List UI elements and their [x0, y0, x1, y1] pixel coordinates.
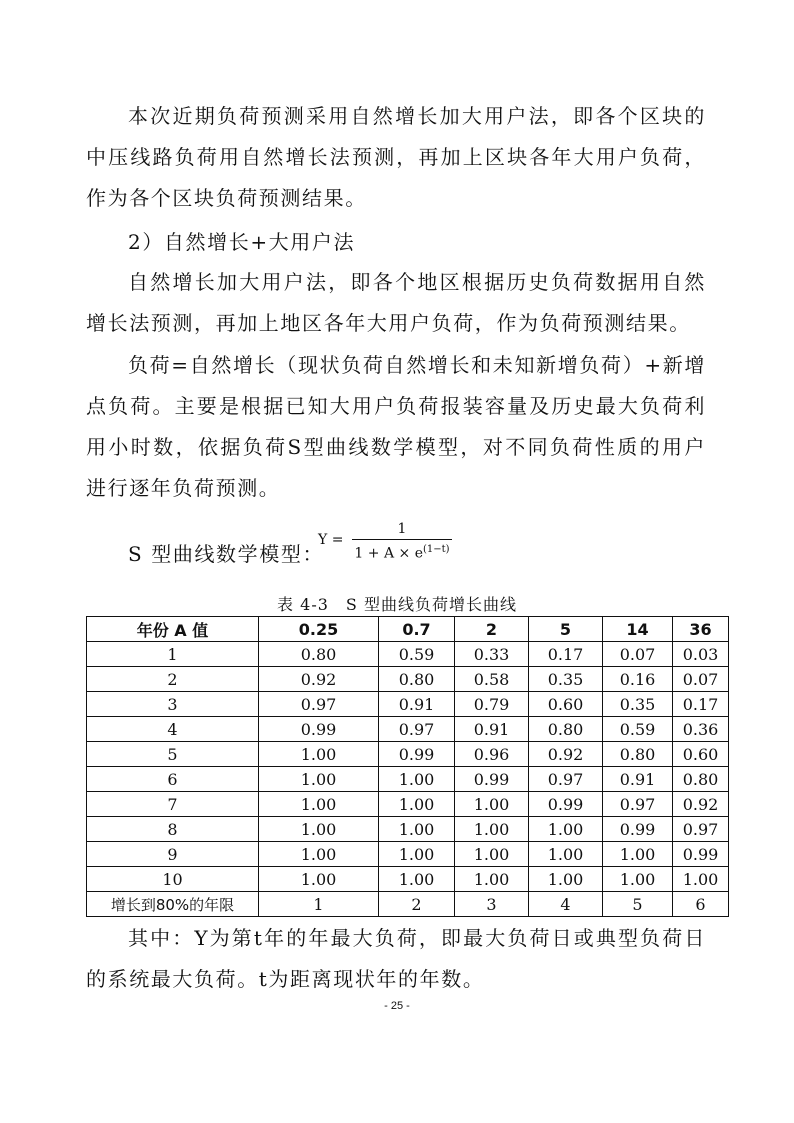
value-cell: 1.00 — [259, 842, 379, 867]
paragraph-near-term-method: 本次近期负荷预测采用自然增长加大用户法，即各个区块的中压线路负荷用自然增长法预测，再加上区块各年大用户负荷，作为各个区块负荷预测结果。 — [86, 104, 706, 210]
value-cell: 1.00 — [603, 867, 673, 892]
table-row — [87, 767, 729, 792]
value-cell: 0.17 — [529, 642, 603, 667]
s-curve-table — [86, 616, 729, 917]
value-cell: 0.60 — [529, 692, 603, 717]
value-cell: 0.59 — [603, 717, 673, 742]
value-cell: 0.36 — [673, 717, 729, 742]
row-label-cell: 5 — [87, 742, 259, 767]
value-cell: 1.00 — [259, 742, 379, 767]
value-cell: 0.91 — [379, 692, 455, 717]
table-row — [87, 792, 729, 817]
table-row — [87, 742, 729, 767]
value-cell: 1.00 — [259, 767, 379, 792]
value-cell: 0.96 — [455, 742, 529, 767]
value-cell: 0.99 — [529, 792, 603, 817]
value-cell: 5 — [603, 892, 673, 917]
row-label-cell: 4 — [87, 717, 259, 742]
row-label-cell: 3 — [87, 692, 259, 717]
header-a-value: 36 — [673, 617, 729, 642]
fraction-bar — [352, 539, 452, 540]
paragraph-natural-growth-description: 自然增长加大用户法，即各个地区根据历史负荷数据用自然增长法预测，再加上地区各年大用户负荷，作为负荷预测结果。 — [86, 270, 706, 335]
value-cell: 0.99 — [259, 717, 379, 742]
value-cell: 1.00 — [529, 867, 603, 892]
table-row — [87, 817, 729, 842]
value-cell: 3 — [455, 892, 529, 917]
value-cell: 0.97 — [673, 817, 729, 842]
table-row — [87, 692, 729, 717]
value-cell: 1.00 — [455, 817, 529, 842]
value-cell: 1.00 — [529, 817, 603, 842]
table-row — [87, 867, 729, 892]
value-cell: 0.17 — [673, 692, 729, 717]
row-label-cell: 8 — [87, 817, 259, 842]
formula-exponent: (1−t) — [423, 544, 450, 555]
value-cell: 0.16 — [603, 667, 673, 692]
value-cell: 1.00 — [379, 817, 455, 842]
row-label-cell: 1 — [87, 642, 259, 667]
formula-numerator: 1 — [397, 521, 407, 537]
value-cell: 0.91 — [603, 767, 673, 792]
header-a-value: 14 — [603, 617, 673, 642]
value-cell: 1.00 — [379, 842, 455, 867]
page-number: - 25 - — [384, 1000, 410, 1012]
table-row — [87, 842, 729, 867]
value-cell: 0.80 — [529, 717, 603, 742]
value-cell: 0.35 — [603, 692, 673, 717]
value-cell: 2 — [379, 892, 455, 917]
value-cell: 0.99 — [673, 842, 729, 867]
value-cell: 0.33 — [455, 642, 529, 667]
header-year-a-value: 年份 A 值 — [87, 617, 259, 642]
row-label-cell: 9 — [87, 842, 259, 867]
value-cell: 1.00 — [259, 817, 379, 842]
value-cell: 4 — [529, 892, 603, 917]
value-cell: 1.00 — [259, 867, 379, 892]
table-row — [87, 892, 729, 917]
value-cell: 6 — [673, 892, 729, 917]
value-cell: 1.00 — [379, 792, 455, 817]
value-cell: 1.00 — [455, 867, 529, 892]
value-cell: 1.00 — [455, 792, 529, 817]
value-cell: 0.59 — [379, 642, 455, 667]
value-cell: 0.99 — [379, 742, 455, 767]
row-label-cell: 10 — [87, 867, 259, 892]
value-cell: 0.80 — [259, 642, 379, 667]
value-cell: 1.00 — [673, 867, 729, 892]
formula-lhs: Y = — [318, 532, 344, 548]
value-cell: 0.60 — [673, 742, 729, 767]
value-cell: 0.97 — [529, 767, 603, 792]
value-cell: 1.00 — [455, 842, 529, 867]
value-cell: 0.92 — [673, 792, 729, 817]
table-row — [87, 717, 729, 742]
value-cell: 0.79 — [455, 692, 529, 717]
value-cell: 0.58 — [455, 667, 529, 692]
row-label-cell: 7 — [87, 792, 259, 817]
header-a-value: 5 — [529, 617, 603, 642]
section-heading-natural-growth: 2）自然增长+大用户法 — [128, 230, 356, 254]
value-cell: 0.07 — [673, 667, 729, 692]
value-cell: 0.35 — [529, 667, 603, 692]
table-row — [87, 642, 729, 667]
value-cell: 1.00 — [529, 842, 603, 867]
header-a-value: 0.25 — [259, 617, 379, 642]
value-cell: 0.99 — [603, 817, 673, 842]
value-cell: 0.91 — [455, 717, 529, 742]
formula-label: S 型曲线数学模型： — [128, 542, 325, 566]
value-cell: 0.99 — [455, 767, 529, 792]
row-label-cell: 2 — [87, 667, 259, 692]
value-cell: 0.97 — [259, 692, 379, 717]
value-cell: 0.92 — [259, 667, 379, 692]
formula-fraction — [352, 520, 452, 563]
value-cell: 1.00 — [259, 792, 379, 817]
value-cell: 1.00 — [379, 767, 455, 792]
header-a-value: 0.7 — [379, 617, 455, 642]
row-label-cell: 增长到80%的年限 — [87, 892, 259, 917]
table-row — [87, 667, 729, 692]
value-cell: 0.80 — [603, 742, 673, 767]
table-caption: 表 4-3 S 型曲线负荷增长曲线 — [277, 595, 517, 614]
value-cell: 1.00 — [603, 842, 673, 867]
value-cell: 0.97 — [379, 717, 455, 742]
value-cell: 1.00 — [379, 867, 455, 892]
table-header-row — [87, 617, 729, 642]
formula-denominator: $1 + A \times e^{(1-t)}$ — [354, 544, 450, 562]
paragraph-load-composition: 负荷=自然增长（现状负荷自然增长和未知新增负荷）+新增点负荷。主要是根据已知大用户负荷报装容量及历史最大负荷利用小时数，依据负荷S型曲线数学模型，对不同负荷性质的用户进行逐年负荷预测。 — [86, 353, 706, 500]
value-cell: 0.03 — [673, 642, 729, 667]
value-cell: 0.80 — [673, 767, 729, 792]
value-cell: 0.97 — [603, 792, 673, 817]
value-cell: 1 — [259, 892, 379, 917]
value-cell: 0.80 — [379, 667, 455, 692]
paragraph-variable-definitions: 其中：Y为第t年的年最大负荷，即最大负荷日或典型负荷日的系统最大负荷。t为距离现状年的年数。 — [86, 926, 706, 991]
value-cell: 0.92 — [529, 742, 603, 767]
row-label-cell: 6 — [87, 767, 259, 792]
value-cell: 0.07 — [603, 642, 673, 667]
header-a-value: 2 — [455, 617, 529, 642]
